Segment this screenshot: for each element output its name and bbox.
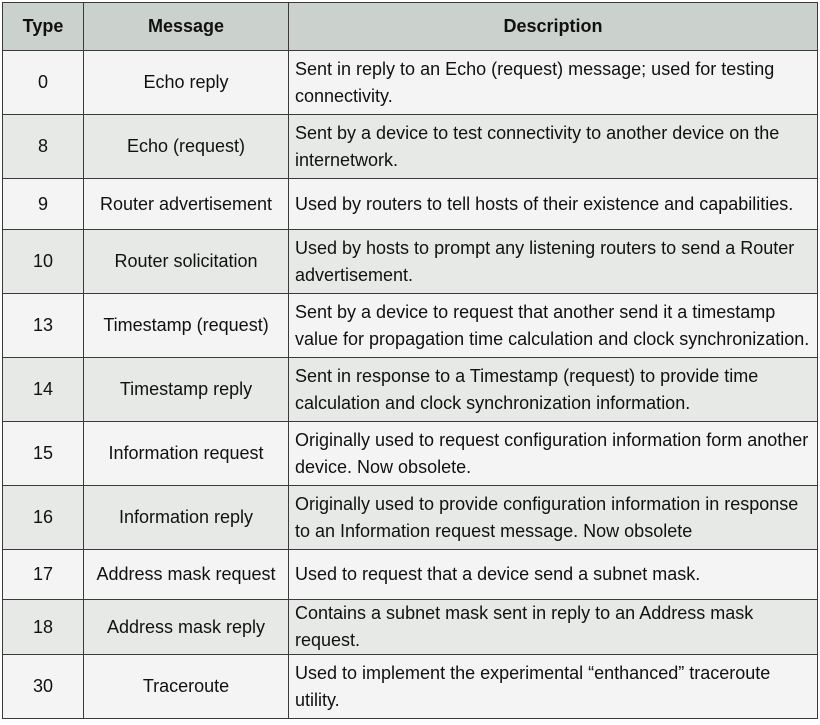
description-cell: Used by hosts to prompt any listening routers to send a Router advertisement. [289,230,818,294]
header-row [3,3,818,51]
message-cell: Address mask reply [84,600,289,655]
table-row [3,422,818,486]
description-cell: Sent in response to a Timestamp (request) to provide time calculation and clock synchronization information. [289,358,818,422]
type-cell: 30 [3,655,84,719]
type-cell: 13 [3,294,84,358]
table-row [3,655,818,719]
type-cell: 17 [3,550,84,600]
table-row [3,179,818,230]
table-row [3,486,818,550]
header-message: Message [84,3,289,51]
message-cell: Information request [84,422,289,486]
description-cell: Originally used to request configuration information form another device. Now obsolete. [289,422,818,486]
table-row [3,358,818,422]
type-cell: 15 [3,422,84,486]
message-cell: Echo reply [84,51,289,115]
description-cell: Sent by a device to test connectivity to another device on the internetwork. [289,115,818,179]
message-cell: Router advertisement [84,179,289,230]
description-cell: Sent by a device to request that another send it a timestamp value for propagation time calculation and clock synchronization. [289,294,818,358]
description-cell: Contains a subnet mask sent in reply to an Address mask request. [289,600,818,655]
icmp-message-table [2,2,818,719]
message-cell: Router solicitation [84,230,289,294]
message-cell: Traceroute [84,655,289,719]
message-cell: Address mask request [84,550,289,600]
table-row [3,294,818,358]
header-type: Type [3,3,84,51]
type-cell: 18 [3,600,84,655]
table-row [3,230,818,294]
type-cell: 8 [3,115,84,179]
table-row [3,115,818,179]
type-cell: 10 [3,230,84,294]
description-cell: Originally used to provide configuration information in response to an Information request message. Now obsolete [289,486,818,550]
description-cell: Used to request that a device send a subnet mask. [289,550,818,600]
table-row [3,600,818,655]
message-cell: Information reply [84,486,289,550]
message-cell: Timestamp (request) [84,294,289,358]
description-cell: Used by routers to tell hosts of their existence and capabilities. [289,179,818,230]
type-cell: 0 [3,51,84,115]
type-cell: 16 [3,486,84,550]
table-row [3,51,818,115]
description-cell: Sent in reply to an Echo (request) message; used for testing connectivity. [289,51,818,115]
description-cell: Used to implement the experimental “enthanced” traceroute utility. [289,655,818,719]
type-cell: 9 [3,179,84,230]
header-description: Description [289,3,818,51]
table-row [3,550,818,600]
table-body [3,51,818,719]
type-cell: 14 [3,358,84,422]
table-header [3,3,818,51]
message-cell: Timestamp reply [84,358,289,422]
message-cell: Echo (request) [84,115,289,179]
